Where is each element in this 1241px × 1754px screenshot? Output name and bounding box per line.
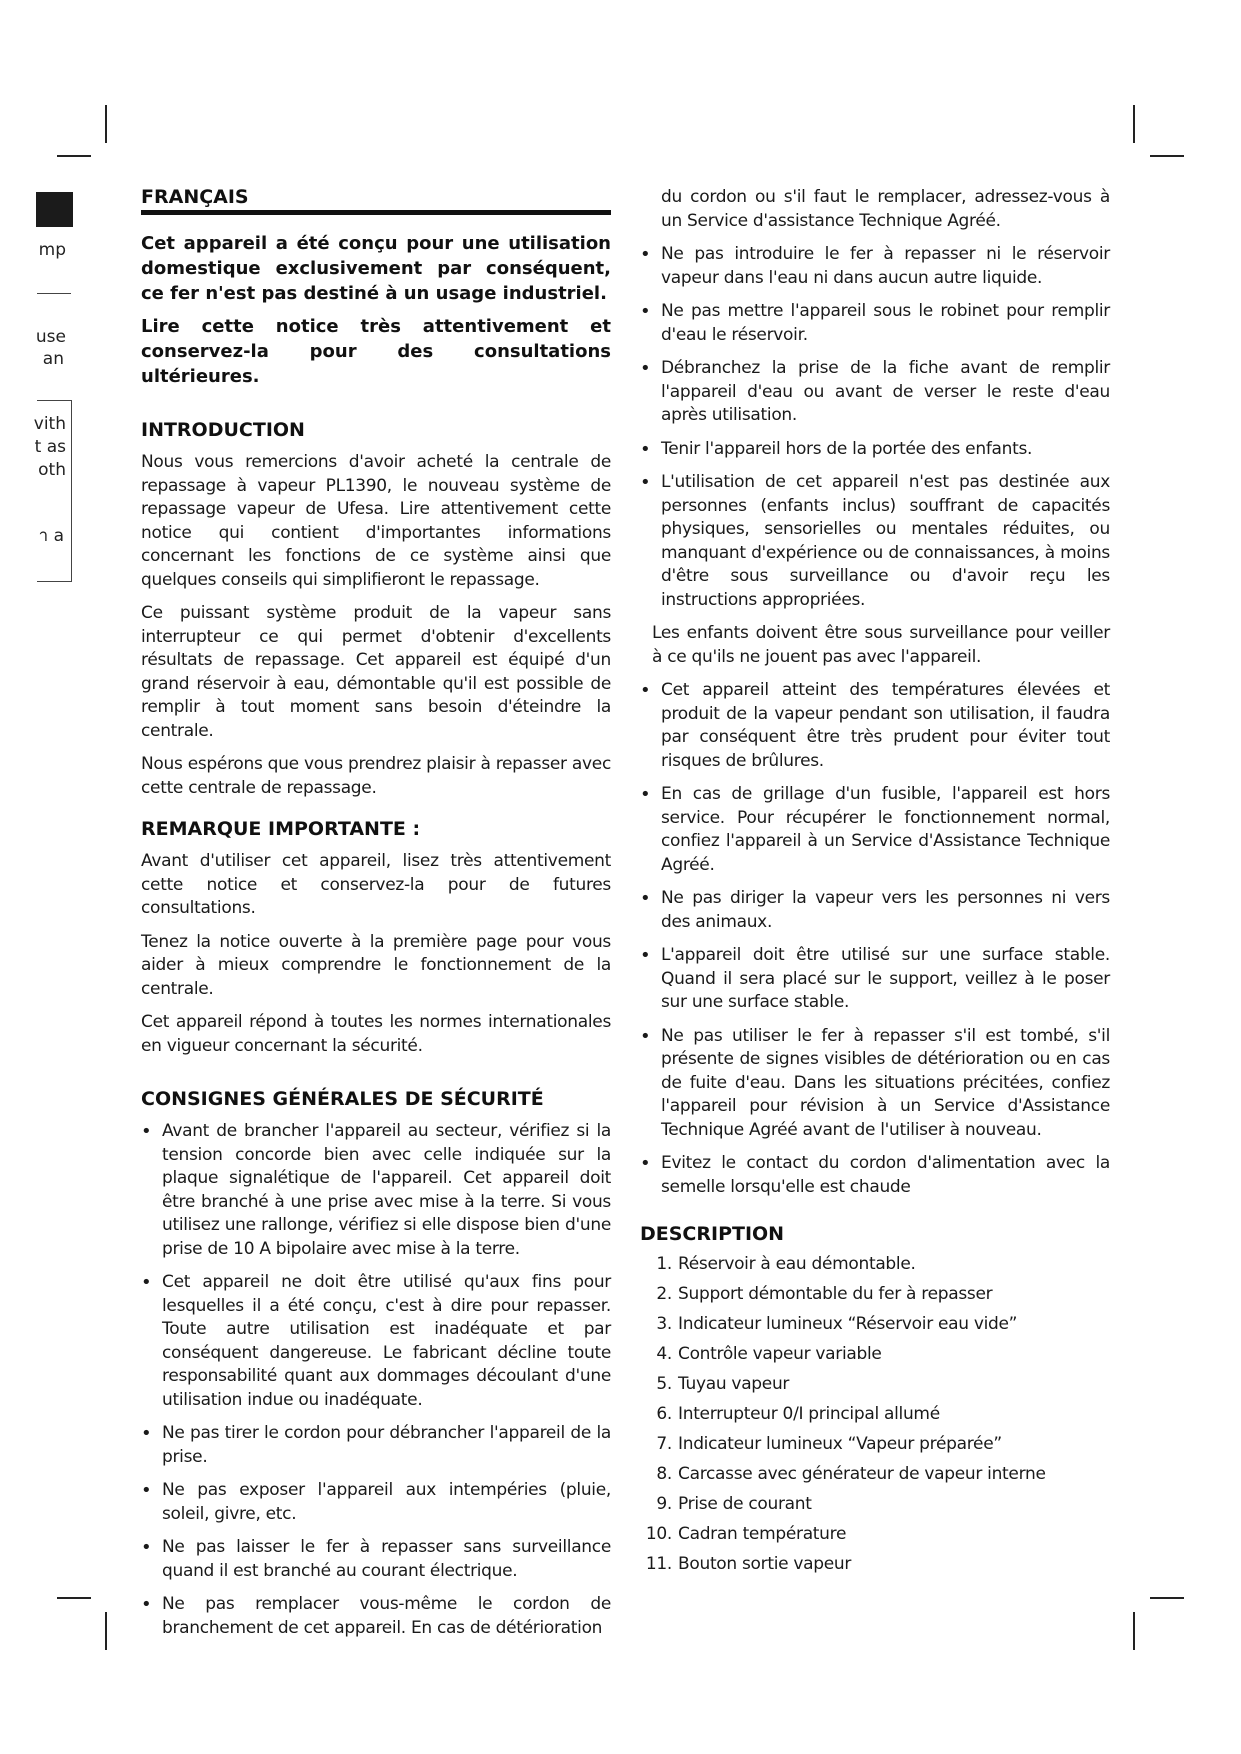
- description-item: [640, 1373, 1110, 1395]
- language-heading: FRANÇAIS: [141, 186, 611, 215]
- safety-item: • Ne pas exposer l'appareil aux intempéries (pluie, soleil, givre, etc.: [141, 1479, 611, 1526]
- edge-fragment: oth: [38, 460, 66, 480]
- item-label: Prise de courant: [678, 1494, 812, 1514]
- safety-item: • Ne pas utiliser le fer à repasser s'il est tombé, s'il présente de signes visibles de détérioration ou en cas de fuite d'eau. Dans les situations précitées, confiez l'appareil pour révision à un Service d'Assistance Technique Agréé avant de l'utiliser à nouveau.: [640, 1025, 1110, 1143]
- safety-continuation: du cordon ou s'il faut le remplacer, adressez-vous à un Service d'assistance Technique Agréé.: [661, 187, 1110, 231]
- description-item: [640, 1253, 1110, 1275]
- edge-fragment: an: [42, 349, 64, 369]
- description-item: [640, 1343, 1110, 1365]
- language-tab-marker: [36, 192, 73, 227]
- intro-paragraph: Nous espérons que vous prendrez plaisir à repasser avec cette centrale de repassage.: [141, 754, 611, 798]
- description-item: [640, 1523, 1110, 1545]
- safety-item: • Ne pas introduire le fer à repasser ni le réservoir vapeur dans l'eau ni dans aucun autre liquide.: [640, 243, 1110, 290]
- safety-heading: CONSIGNES GÉNÉRALES DE SÉCURITÉ: [141, 1088, 544, 1110]
- edge-rule: [37, 293, 71, 294]
- description-item: [640, 1463, 1110, 1485]
- crop-mark-top-right-h: [1150, 155, 1184, 157]
- item-label: Carcasse avec générateur de vapeur interne: [678, 1464, 1046, 1484]
- safety-item: • Cet appareil atteint des températures élevées et produit de la vapeur pendant son utilisation, il faudra par conséquent être très prudent pour éviter tout risques de brûlures.: [640, 679, 1110, 773]
- item-number: 3.: [656, 1314, 672, 1334]
- remark-paragraph: Tenez la notice ouverte à la première page pour vous aider à mieux comprendre le fonctionnement de la centrale.: [141, 931, 611, 999]
- item-label: Bouton sortie vapeur: [678, 1554, 852, 1574]
- description-item: [640, 1493, 1110, 1515]
- safety-item: • Ne pas tirer le cordon pour débrancher l'appareil de la prise.: [141, 1422, 611, 1469]
- crop-mark-bottom-right-v: [1133, 1612, 1135, 1650]
- edge-fragment: vith: [33, 414, 66, 434]
- edge-rule: [37, 400, 71, 401]
- safety-item: • Cet appareil ne doit être utilisé qu'aux fins pour lesquelles il a été conçu, c'est à dire pour repasser. Toute autre utilisation est inadéquate et par conséquent dangereuse. Le fabricant décline toute responsabilité quant aux dommages découlant d'une utilisation indue ou inadéquate.: [141, 1271, 611, 1412]
- description-list: [640, 1253, 1110, 1575]
- description-item: [640, 1313, 1110, 1335]
- safety-item: • Evitez le contact du cordon d'alimentation avec la semelle lorsqu'elle est chaude: [640, 1152, 1110, 1199]
- item-number: 4.: [656, 1344, 672, 1364]
- remark-paragraph: Cet appareil répond à toutes les normes internationales en vigueur concernant la sécurité.: [141, 1012, 611, 1056]
- safety-item: • L'appareil doit être utilisé sur une surface stable. Quand il sera placé sur le support, veillez à le poser sur une surface stable.: [640, 944, 1110, 1015]
- edge-fragment: mp: [38, 240, 66, 260]
- safety-item: • Ne pas remplacer vous-même le cordon de branchement de cet appareil. En cas de détérioration: [141, 1593, 611, 1640]
- crop-mark-bottom-left-v: [105, 1612, 107, 1650]
- read-notice-instruction: Lire cette notice très attentivement et conservez-la pour des consultations ultérieures.: [141, 316, 611, 387]
- crop-mark-top-left-v: [105, 105, 107, 143]
- item-number: 7.: [656, 1434, 672, 1454]
- safety-item: • L'utilisation de cet appareil n'est pas destinée aux personnes (enfants inclus) souffrant de capacités physiques, sensorielles ou mentales réduites, ou manquant d'expérience ou de connaissances, à moins d'être sous surveillance ou d'avoir reçu les instructions appropriées.: [640, 471, 1110, 612]
- description-item: [640, 1283, 1110, 1305]
- remark-heading: REMARQUE IMPORTANTE :: [141, 818, 421, 840]
- item-label: Support démontable du fer à repasser: [678, 1284, 993, 1304]
- domestic-use-notice: Cet appareil a été conçu pour une utilisation domestique exclusivement par conséquent, ce fer n'est pas destiné à un usage industriel.: [141, 233, 611, 304]
- crop-mark-top-right-v: [1133, 105, 1135, 143]
- item-label: Contrôle vapeur variable: [678, 1344, 882, 1364]
- edge-rule: [37, 581, 71, 582]
- item-number: 1.: [656, 1254, 672, 1274]
- safety-item: • En cas de grillage d'un fusible, l'appareil est hors service. Pour récupérer le fonctionnement normal, confiez l'appareil à un Service d'Assistance Technique Agréé.: [640, 783, 1110, 877]
- safety-item: • Débranchez la prise de la fiche avant de remplir l'appareil d'eau ou avant de verser le reste d'eau après utilisation.: [640, 357, 1110, 428]
- edge-fragment: use: [35, 327, 66, 347]
- safety-list-continued-2: [640, 679, 1110, 1199]
- safety-list-continued: [640, 243, 1110, 612]
- crop-mark-bottom-left-h: [57, 1597, 91, 1599]
- item-label: Réservoir à eau démontable.: [678, 1254, 916, 1274]
- safety-item: • Ne pas diriger la vapeur vers les personnes ni vers des animaux.: [640, 887, 1110, 934]
- item-number: 10.: [645, 1524, 672, 1544]
- left-column: [141, 186, 611, 1650]
- crop-mark-top-left-h: [57, 155, 91, 157]
- safety-item: • Ne pas mettre l'appareil sous le robinet pour remplir d'eau le réservoir.: [640, 300, 1110, 347]
- edge-vertical-rule: [71, 400, 72, 582]
- item-label: Indicateur lumineux “Vapeur préparée”: [678, 1434, 1002, 1454]
- edge-fragment: t as: [34, 437, 66, 457]
- children-note: Les enfants doivent être sous surveillance pour veiller à ce qu'ils ne jouent pas avec l'appareil.: [652, 623, 1110, 667]
- description-item: [640, 1403, 1110, 1425]
- item-number: 6.: [656, 1404, 672, 1424]
- edge-fragment: า a: [38, 526, 64, 546]
- item-label: Interrupteur 0/I principal allumé: [678, 1404, 940, 1424]
- item-label: Cadran température: [678, 1524, 847, 1544]
- crop-mark-bottom-right-h: [1150, 1597, 1184, 1599]
- description-item: [640, 1433, 1110, 1455]
- safety-item: • Tenir l'appareil hors de la portée des enfants.: [640, 438, 1110, 462]
- introduction-heading: INTRODUCTION: [141, 419, 305, 441]
- item-label: Indicateur lumineux “Réservoir eau vide”: [678, 1314, 1018, 1334]
- item-label: Tuyau vapeur: [678, 1374, 790, 1394]
- description-heading: DESCRIPTION: [640, 1223, 785, 1245]
- intro-paragraph: Nous vous remercions d'avoir acheté la centrale de repassage à vapeur PL1390, le nouveau système de repassage vapeur de Ufesa. Lire attentivement cette notice qui contient d'importantes informations concernant les fonctions de ce système ainsi que quelques conseils qui simplifieront le repassage.: [141, 452, 611, 590]
- intro-paragraph: Ce puissant système produit de la vapeur sans interrupteur ce qui permet d'obtenir d'excellents résultats de repassage. Cet appareil est équipé d'un grand réservoir à eau, démontable qu'il est possible de remplir à tout moment sans besoin d'éteindre la centrale.: [141, 603, 611, 741]
- item-number: 5.: [656, 1374, 672, 1394]
- item-number: 8.: [656, 1464, 672, 1484]
- item-number: 2.: [656, 1284, 672, 1304]
- safety-list: [141, 1120, 611, 1640]
- item-number: 9.: [656, 1494, 672, 1514]
- description-item: [640, 1553, 1110, 1575]
- remark-paragraph: Avant d'utiliser cet appareil, lisez très attentivement cette notice et conservez-la pour de futures consultations.: [141, 851, 611, 918]
- item-number: 11.: [645, 1554, 672, 1574]
- right-column: [640, 186, 1110, 1583]
- safety-item: • Ne pas laisser le fer à repasser sans surveillance quand il est branché au courant électrique.: [141, 1536, 611, 1583]
- safety-item: • Avant de brancher l'appareil au secteur, vérifiez si la tension concorde bien avec celle indiquée sur la plaque signalétique de l'appareil. Cet appareil doit être branché à une prise avec mise à la terre. Si vous utilisez une rallonge, vérifiez si elle dispose bien d'une prise de 10 A bipolaire avec mise à la terre.: [141, 1120, 611, 1261]
